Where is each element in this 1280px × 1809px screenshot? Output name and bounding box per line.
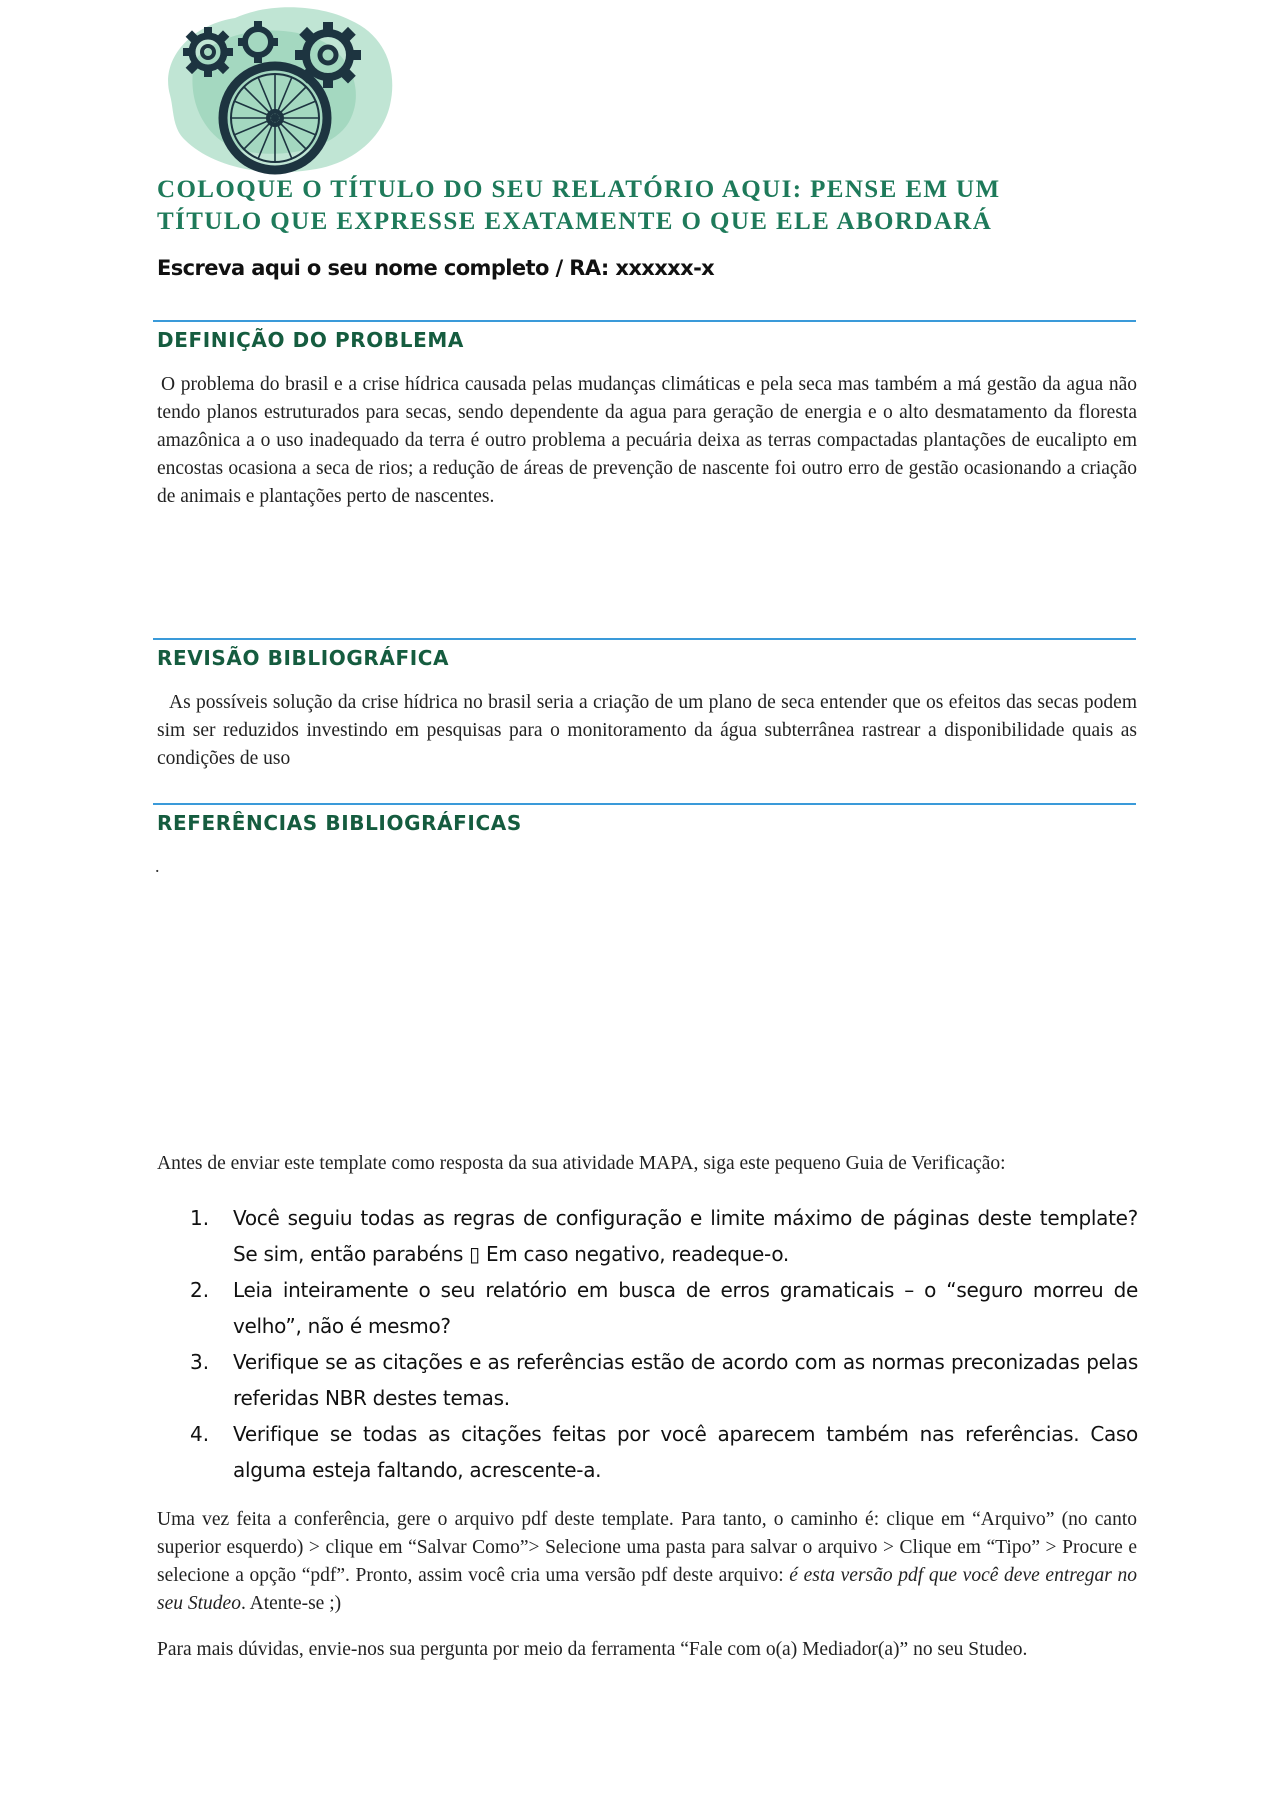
pdf-instructions-text: Uma vez feita a conferência, gere o arquivo pdf deste template. Para tanto, o caminho é: clique em “Arquivo” (no canto superior esquerdo) > clique em “Salvar Como”> Selecione uma pasta para salvar o arquivo > Clique em “Tipo” > Procure e selecione a opção “pdf”. Pronto, assim você cria uma versão pdf deste arquivo: <box>157 1509 1137 1586</box>
checklist-item <box>190 1272 1138 1344</box>
section-divider <box>153 803 1136 805</box>
checklist-item-text: Leia inteiramente o seu relatório em busca de erros gramaticais – o “seguro morreu de velho”, não é mesmo? <box>233 1278 1138 1338</box>
author-line: Escreva aqui o seu nome completo / RA: xxxxxx-x <box>157 256 715 280</box>
section-heading-review: REVISÃO BIBLIOGRÁFICA <box>157 646 450 670</box>
checklist-item-number: 3. <box>190 1350 210 1374</box>
report-title <box>157 174 1137 238</box>
pdf-instructions <box>157 1506 1137 1618</box>
contact-note: Para mais dúvidas, envie-nos sua pergunta por meio da ferramenta “Fale com o(a) Mediador(a)” no seu Studeo. <box>157 1639 1028 1660</box>
checklist-item-text: Verifique se todas as citações feitas por você aparecem também nas referências. Caso alguma esteja faltando, acrescente-a. <box>233 1422 1138 1482</box>
gears-and-wheel-icon <box>150 0 400 180</box>
report-title-line-2: TÍTULO QUE EXPRESSE EXATAMENTE O QUE ELE ABORDARÁ <box>157 208 993 235</box>
guide-intro: Antes de enviar este template como resposta da sua atividade MAPA, siga este pequeno Guia de Verificação: <box>157 1153 1006 1174</box>
checklist-item-number: 1. <box>190 1206 210 1230</box>
section-divider <box>153 320 1136 322</box>
checklist-item <box>190 1344 1138 1416</box>
section-heading-references: REFERÊNCIAS BIBLIOGRÁFICAS <box>157 811 522 835</box>
verification-checklist <box>190 1200 1138 1488</box>
checklist-item-number: 2. <box>190 1278 210 1302</box>
checklist-item-text: Você seguiu todas as regras de configuração e limite máximo de páginas deste template? Se sim, então parabéns ▯ Em caso negativo, readeque-o. <box>233 1206 1138 1266</box>
section-divider <box>153 638 1136 640</box>
pdf-instructions-emphasis: é esta versão pdf que você deve entregar no seu Studeo <box>157 1565 1137 1614</box>
report-title-line-1: COLOQUE O TÍTULO DO SEU RELATÓRIO AQUI: PENSE EM UM <box>157 176 1001 203</box>
checklist-item <box>190 1416 1138 1488</box>
checklist-item <box>190 1200 1138 1272</box>
checklist-item-number: 4. <box>190 1422 210 1446</box>
section-body-review: As possíveis solução da crise hídrica no brasil seria a criação de um plano de seca entender que os efeitos das secas podem sim ser reduzidos investindo em pesquisas para o monitoramento da água subterrânea rastrear a disponibilidade quais as condições de uso <box>157 692 1137 769</box>
pdf-instructions-end: . Atente-se ;) <box>240 1593 342 1614</box>
checklist-item-text: Verifique se as citações e as referências estão de acordo com as normas preconizadas pelas referidas NBR destes temas. <box>233 1350 1138 1410</box>
section-body-references: . <box>155 856 160 876</box>
section-heading-problem: DEFINIÇÃO DO PROBLEMA <box>157 328 464 352</box>
section-body-problem: O problema do brasil e a crise hídrica causada pelas mudanças climáticas e pela seca mas também a má gestão da agua não tendo planos estruturados para secas, sendo dependente da agua para geração de energia e o alto desmatamento da floresta amazônica a o uso inadequado da terra é outro problema a pecuária deixa as terras compactadas plantações de eucalipto em encostas ocasiona a seca de rios; a redução de áreas de prevenção de nascente foi outro erro de gestão ocasionando a criação de animais e plantações perto de nascentes. <box>157 374 1137 507</box>
